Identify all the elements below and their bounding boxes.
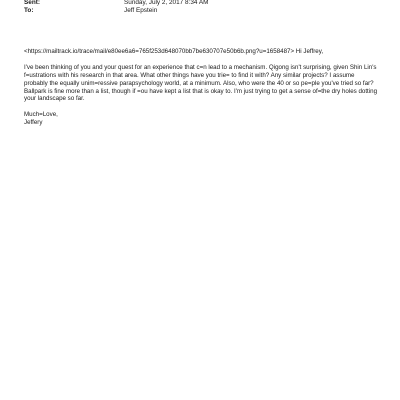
to-value: Jeff Epstein bbox=[124, 7, 158, 14]
sent-value: Sunday, July 2, 2017 8:34 AM bbox=[124, 0, 209, 6]
sent-label: Sent: bbox=[24, 0, 40, 6]
closing-line: Much=Love, bbox=[24, 111, 58, 119]
email-body bbox=[24, 48, 379, 127]
to-row bbox=[24, 7, 157, 15]
email-paragraph: I've been thinking of you and your quest for an experience that c=n lead to a mechanism. Qigong isn't surprising, given Shin Lin's f=ustrations with his research in that area. What other things have you trie= to find it with? Any similar projects? I assume probably the equally unim=ressive parapsychology world, at a minimum. Also, who were the 40 or so pe=ple you've tried so far? Ballpark is fine more than a list, though if =ou have kept a list that is okay to. I'm just trying to get a sense of=the dry holes dotting your landscape so far. bbox=[24, 63, 378, 103]
signature-line: Jeffery bbox=[24, 119, 43, 127]
sent-row bbox=[24, 0, 208, 7]
to-label: To: bbox=[24, 7, 34, 14]
tracking-link-line: <https://mailtrack.io/trace/mail/e80ee6a6=765f253d648070bb7be630707e50b6b.png?u=1658487> Hi Jeffrey, bbox=[24, 48, 324, 55]
